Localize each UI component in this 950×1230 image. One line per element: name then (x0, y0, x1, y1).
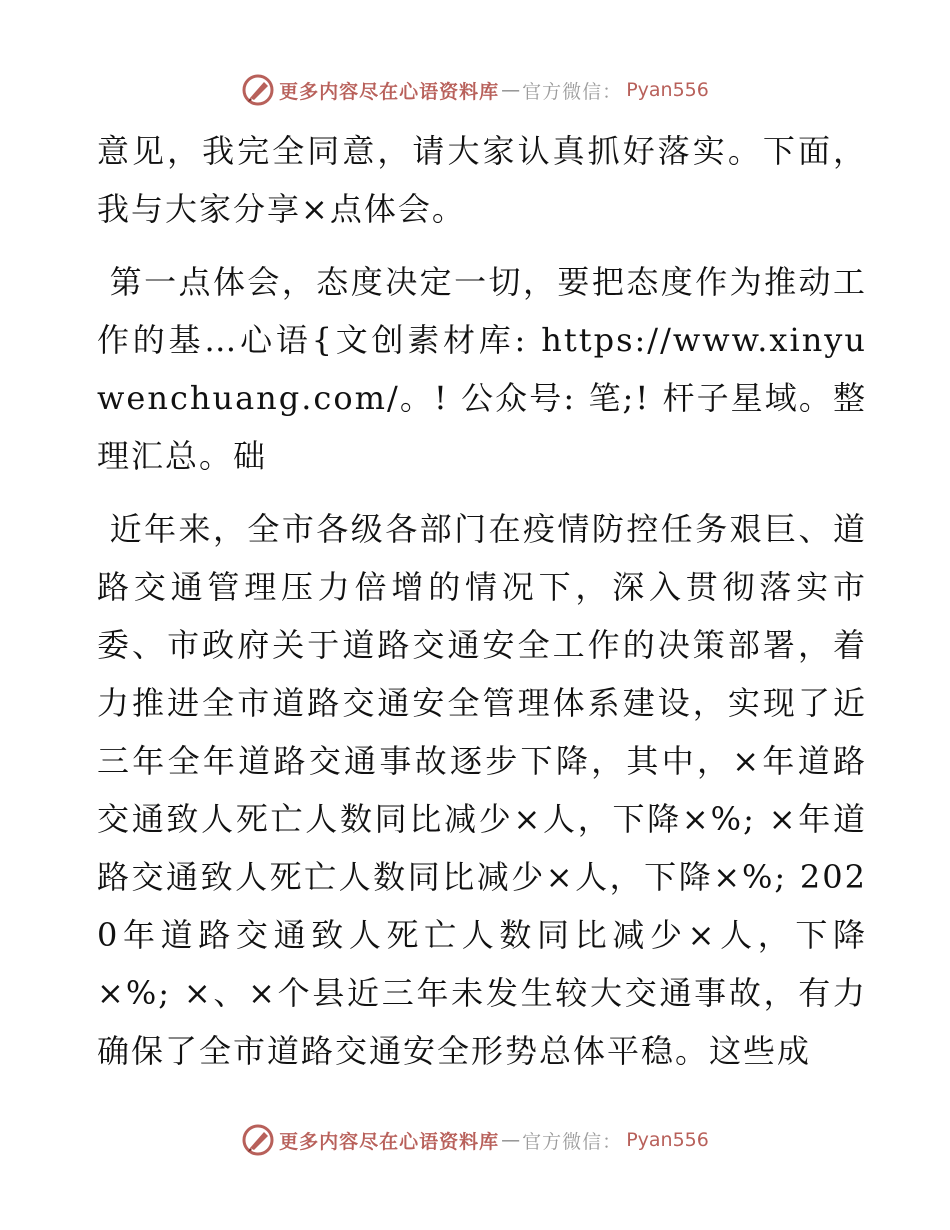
paragraph-2: 第一点体会，态度决定一切，要把态度作为推动工作的基…心语{文创素材库: https://www.xinyuwenchuang.com/。! 公众号: 笔;! 杆子星域。整理汇总。础 (97, 263, 867, 475)
paragraph-1: 意见，我完全同意，请大家认真抓好落实。下面，我与大家分享×点体会。 (97, 132, 867, 228)
pen-logo-icon (241, 1123, 275, 1157)
footer-watermark (0, 1120, 950, 1160)
watermark-label: 官方微信： (522, 80, 623, 103)
pen-logo-icon (241, 73, 275, 107)
watermark-id: Pyan556 (626, 1129, 709, 1151)
watermark-brand: 更多内容尽在心语资料库 (279, 80, 500, 103)
document-body (97, 122, 867, 1095)
header-watermark (0, 70, 950, 110)
watermark-brand: 更多内容尽在心语资料库 (279, 1130, 500, 1153)
paragraph-3: 近年来，全市各级各部门在疫情防控任务艰巨、道路交通管理压力倍增的情况下，深入贯彻落实市委、市政府关于道路交通安全工作的决策部署，着力推进全市道路交通安全管理体系建设，实现了近三年全年道路交通事故逐步下降，其中，×年道路交通致人死亡人数同比减少×人，下降×%; ×年道路交通致人死亡人数同比减少×人，下降×%; 2020年道路交通致人死亡人数同比减少×人，下降×%; ×、×个县近三年未发生较大交通事故，有力确保了全市道路交通安全形势总体平稳。这些成 (97, 510, 867, 1070)
watermark-separator: — (501, 1129, 521, 1151)
watermark-id: Pyan556 (626, 79, 709, 101)
watermark-separator: — (501, 79, 521, 101)
watermark-label: 官方微信： (522, 1130, 623, 1153)
